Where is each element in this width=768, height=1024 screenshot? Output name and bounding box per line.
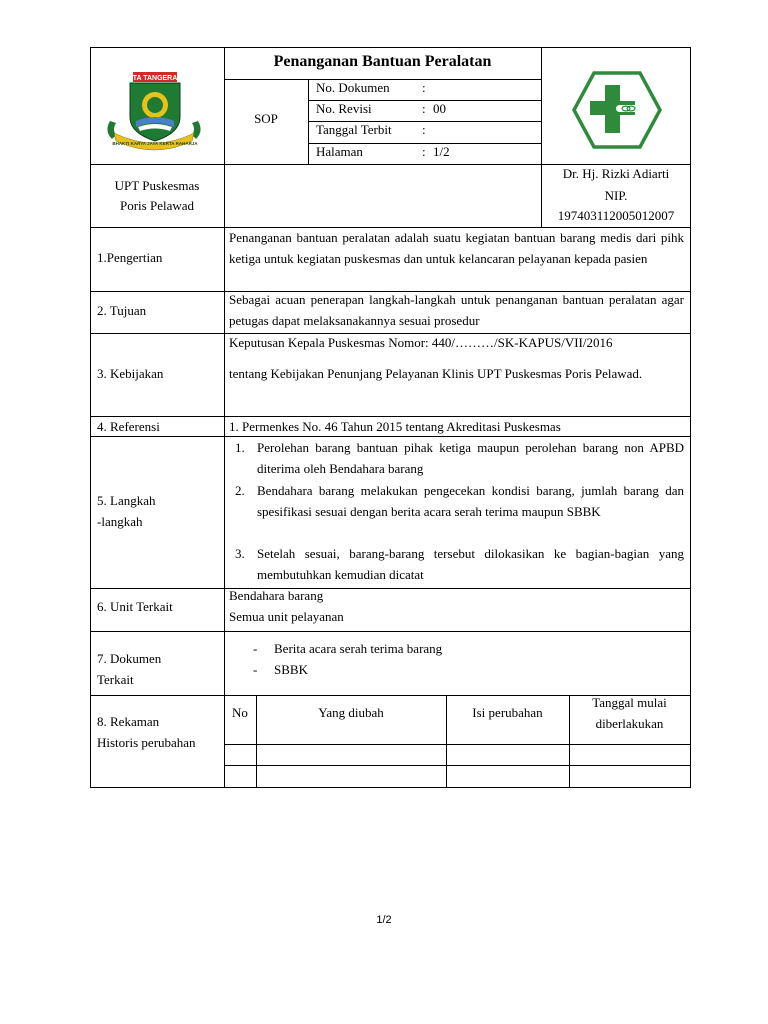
section-label-unit-terkait: 6. Unit Terkait [97,599,173,614]
dokumen-item: SBBK [274,662,308,677]
field-label-halaman: Halaman [316,144,363,159]
history-col-no: No [232,705,248,720]
org-name-line2: Poris Pelawad [119,198,195,213]
section-label-kebijakan: 3. Kebijakan [97,366,164,381]
step-text: Bendahara barang melakukan pengecekan kondisi barang, jumlah barang dan spesifikasi sesuai dengan berita acara serah terima maupun SBBK [257,483,684,519]
logo-banner-text: KOTA TANGERANG [122,75,188,82]
dokumen-item: Berita acara serah terima barang [274,641,443,656]
kebijakan-text: tentang Kebijakan Penunjang Pelayanan Klinis UPT Puskesmas Poris Pelawad. [229,366,643,381]
page-number: 1/2 [376,914,392,926]
logo-motto-text: BHAKTI KARYA JAYA KERTA RAHARJA [112,141,198,146]
signatory-name: Dr. Hj. Rizki Adiarti [562,166,670,181]
step-number: 3. [235,546,245,561]
unit-terkait-item: Bendahara barang [229,588,324,603]
step-number: 2. [235,483,245,498]
history-col-tanggal-line2: diberlakukan [595,716,664,731]
referensi-item: 1. Permenkes No. 46 Tahun 2015 tentang Akreditasi Puskesmas [229,419,561,434]
document-title: Penanganan Bantuan Peralatan [273,53,492,70]
step-text: Perolehan barang bantuan pihak ketiga maupun perolehan barang non APBD diterima oleh Bendahara barang [257,440,684,476]
section-label-langkah: 5. Langkah [97,493,156,508]
kebijakan-keputusan: Keputusan Kepala Puskesmas Nomor: 440/………/SK-KAPUS/VII/2016 [229,335,613,350]
field-value-halaman: 1/2 [433,144,450,159]
field-sep: : [422,80,426,95]
section-label-dokumen-cont: Terkait [97,672,134,687]
unit-terkait-item: Semua unit pelayanan [229,609,344,624]
step-text: Setelah sesuai, barang-barang tersebut dilokasikan ke bagian-bagian yang membutuhkan kemudian dicatat [257,546,684,582]
history-col-tanggal-line1: Tanggal mulai [592,695,667,710]
section-label-pengertian: 1.Pengertian [97,250,163,265]
puskesmas-logo-icon [572,71,662,149]
section-label-langkah-cont: -langkah [97,514,143,529]
signatory-nip: 197403112005012007 [557,208,675,223]
tujuan-text: Sebagai acuan penerapan langkah-langkah untuk penanganan bantuan peralatan agar petugas dapat melaksanakannya sesuai prosedur [229,292,684,328]
field-label-no-dokumen: No. Dokumen [316,80,390,95]
signatory-nip-label: NIP. [604,188,628,203]
dokumen-bullet: - [253,641,258,656]
step-number: 1. [235,440,245,455]
history-col-yang-diubah: Yang diubah [318,705,384,720]
org-name-line1: UPT Puskesmas [114,178,200,193]
field-sep: : [422,144,426,159]
section-label-rekaman-cont: Historis perubahan [97,735,196,750]
field-sep: : [422,101,426,116]
field-label-no-revisi: No. Revisi [316,101,372,116]
field-label-tanggal-terbit: Tanggal Terbit [316,122,392,137]
section-label-dokumen: 7. Dokumen [97,651,162,666]
section-label-referensi: 4. Referensi [97,419,160,434]
field-sep: : [422,122,426,137]
field-value-no-revisi: 00 [433,101,446,116]
pengertian-text: Penanganan bantuan peralatan adalah suatu kegiatan bantuan barang medis dari pihk ketiga untuk kegiatan puskesmas dan untuk kelancaran pelayanan kepada pasien [229,230,684,266]
sop-label: SOP [254,111,278,126]
kota-tangerang-logo-icon [104,69,204,151]
sop-document [90,47,691,787]
section-label-rekaman: 8. Rekaman [97,714,160,729]
section-label-tujuan: 2. Tujuan [97,303,147,318]
dokumen-bullet: - [253,662,258,677]
history-col-isi-perubahan: Isi perubahan [472,705,543,720]
